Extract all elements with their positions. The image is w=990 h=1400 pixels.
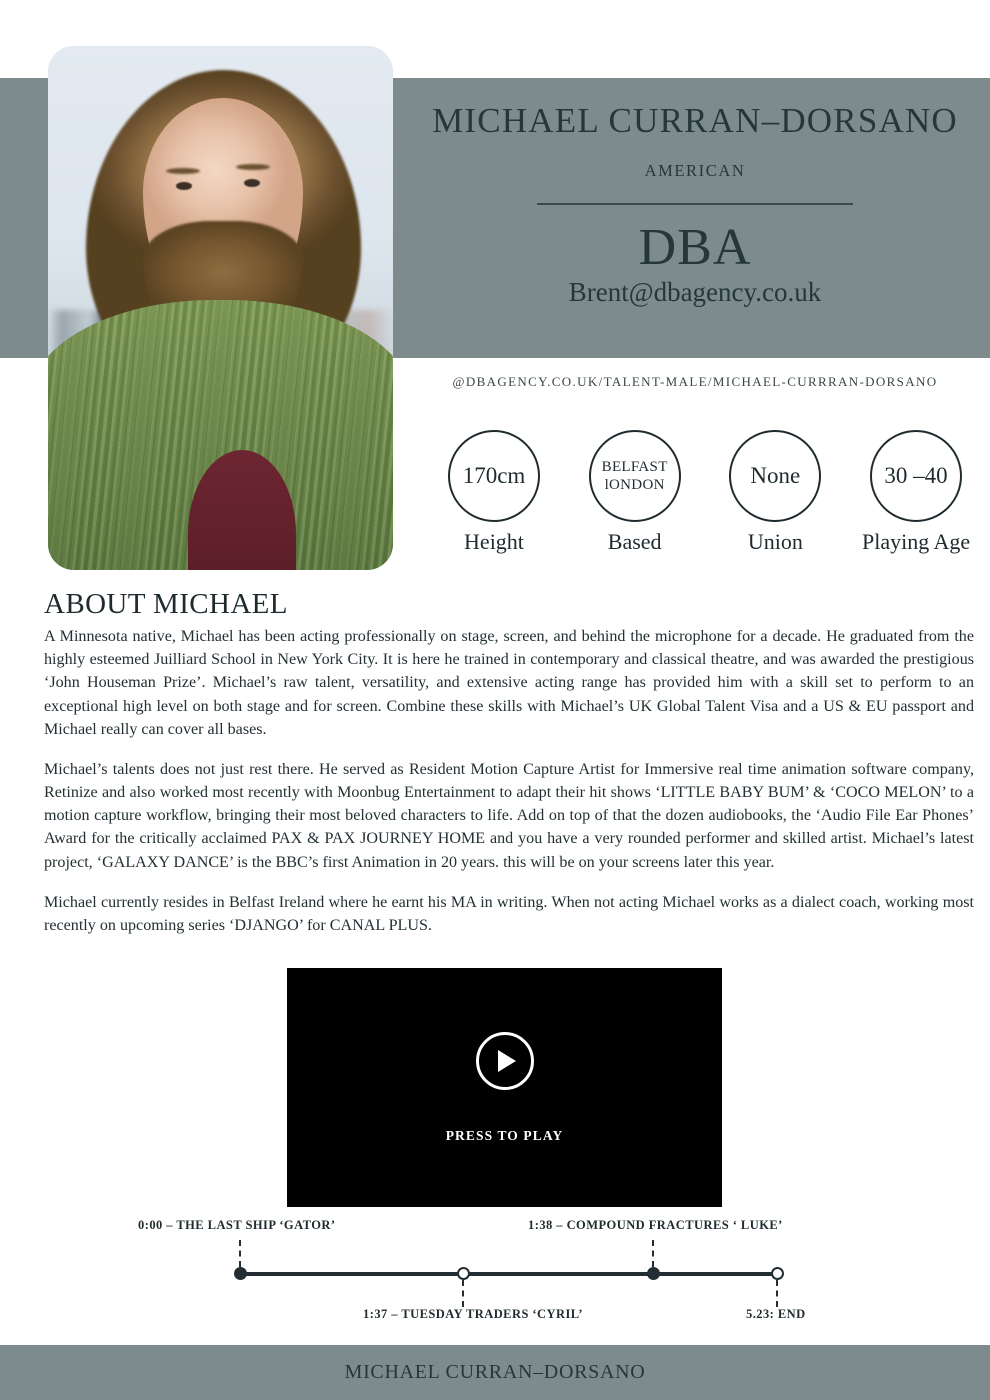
about-heading: ABOUT MICHAEL bbox=[44, 588, 288, 620]
stats-row bbox=[440, 430, 970, 555]
photo-eyebrow-left bbox=[166, 168, 200, 174]
stat-height-value: 170cm bbox=[462, 462, 526, 488]
agency-email-link[interactable]: Brent@dbagency.co.uk bbox=[568, 276, 822, 307]
timeline-caption-2: 1:37 – TUESDAY TRADERS ‘CYRIL’ bbox=[363, 1307, 584, 1321]
timeline-stem-1 bbox=[239, 1240, 241, 1267]
timeline-marker-3[interactable] bbox=[647, 1267, 660, 1280]
header-divider bbox=[537, 203, 853, 206]
stat-height-label: Height bbox=[464, 529, 524, 554]
photo-eye-right bbox=[244, 179, 260, 187]
video-player[interactable] bbox=[287, 968, 722, 1207]
timeline-stem-4 bbox=[776, 1280, 778, 1307]
headshot-photo bbox=[48, 46, 393, 570]
photo-eyebrow-right bbox=[236, 164, 270, 170]
timeline-marker-1[interactable] bbox=[234, 1267, 247, 1280]
stat-playing-age-label: Playing Age bbox=[861, 529, 971, 554]
about-paragraph-3: Michael currently resides in Belfast Ireland where he earnt his MA in writing. When not acting Michael works as a dialect coach, working most recently on upcoming series ‘DJANGO’ for CANAL PLUS. bbox=[44, 893, 974, 934]
stat-based bbox=[581, 430, 689, 555]
footer-name: MICHAEL CURRAN–DORSANO bbox=[344, 1361, 646, 1383]
header-text-block bbox=[400, 78, 990, 358]
footer-band bbox=[0, 1345, 990, 1400]
stat-based-circle bbox=[589, 430, 681, 522]
about-paragraph-2: Michael’s talents does not just rest there. He served as Resident Motion Capture Artist for Immersive real time animation software company, Retinize and also worked most recently with Moonbug Entertainment to adapt their hit shows ‘LITTLE BABY BUM’ & ‘COCO MELON’ to a motion capture workflow, bringing their most beloved characters to life. Add on top of that the dozen audiobooks, the ‘Audio File Ear Phones’ Award for the critically acclaimed PAX & PAX JOURNEY HOME and you have a very rounded performer and skilled artist. Michael’s latest project, ‘GALAXY DANCE’ is the BBC’s first Animation in 20 years. this will be on your screens later this year. bbox=[44, 760, 974, 871]
timeline-caption-4: 5.23: END bbox=[746, 1307, 806, 1321]
timeline-track[interactable] bbox=[240, 1272, 777, 1276]
agency-logo-text: DBA bbox=[638, 219, 752, 276]
timeline-stem-2 bbox=[462, 1280, 464, 1307]
stat-based-label: Based bbox=[607, 529, 662, 554]
timeline-caption-3: 1:38 – COMPOUND FRACTURES ‘ LUKE’ bbox=[528, 1218, 783, 1232]
nationality-label: AMERICAN bbox=[644, 160, 746, 180]
stat-union-value: None bbox=[750, 462, 801, 488]
stat-union-label: Union bbox=[747, 529, 803, 554]
timeline-marker-4[interactable] bbox=[771, 1267, 784, 1280]
profile-url-link[interactable]: @DBAGENCY.CO.UK/TALENT-MALE/MICHAEL-CURRRAN-DORSANO bbox=[452, 374, 938, 389]
press-to-play-label: PRESS TO PLAY bbox=[445, 1127, 564, 1143]
play-icon[interactable] bbox=[476, 1032, 534, 1090]
stat-playing-age bbox=[862, 430, 970, 555]
timeline-stem-3 bbox=[652, 1240, 654, 1267]
page-title: MICHAEL CURRAN–DORSANO bbox=[432, 101, 958, 140]
play-triangle-glyph bbox=[498, 1050, 516, 1072]
timeline-caption-1: 0:00 – THE LAST SHIP ‘GATOR’ bbox=[138, 1218, 336, 1232]
stat-height bbox=[440, 430, 548, 555]
photo-eye-left bbox=[176, 182, 192, 190]
stat-union bbox=[721, 430, 829, 555]
about-section bbox=[44, 588, 974, 937]
stat-based-value: BELFAST lONDON bbox=[601, 459, 668, 493]
stat-playing-age-circle bbox=[870, 430, 962, 522]
stat-union-circle bbox=[729, 430, 821, 522]
about-paragraph-1: A Minnesota native, Michael has been acting professionally on stage, screen, and behind the microphone for a decade. He graduated from the highly esteemed Juilliard School in New York City. It is here he trained in contemporary and classical theatre, and was awarded the prestigious ‘John Houseman Prize’. Michael’s raw talent, versatility, and extensive acting range has provided him with a skill set to perform to an exceptional high level on both stage and for screen. Combine these skills with Michael’s UK Global Talent Visa and a US & EU passport and Michael really can cover all bases. bbox=[44, 628, 974, 738]
stat-height-circle bbox=[448, 430, 540, 522]
stat-playing-age-value: 30 –40 bbox=[884, 462, 948, 488]
timeline-marker-2[interactable] bbox=[457, 1267, 470, 1280]
